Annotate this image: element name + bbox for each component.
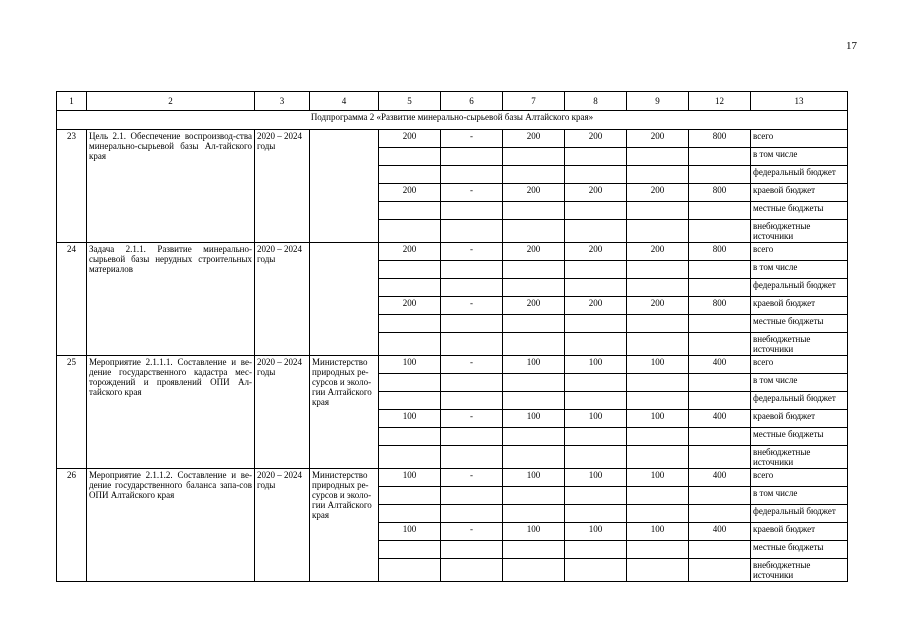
value-cell xyxy=(689,487,751,505)
row-executor xyxy=(310,243,379,356)
funding-label: местные бюджеты xyxy=(751,202,848,220)
value-cell xyxy=(379,541,441,559)
value-cell: 200 xyxy=(503,130,565,148)
value-cell xyxy=(627,315,689,333)
row-period: 2020 – 2024 годы xyxy=(255,243,310,356)
row-period: 2020 – 2024 годы xyxy=(255,356,310,469)
funding-label: федеральный бюджет xyxy=(751,392,848,410)
value-cell xyxy=(441,148,503,166)
value-cell xyxy=(689,428,751,446)
value-cell: 200 xyxy=(503,297,565,315)
header-cell: 8 xyxy=(565,92,627,111)
header-cell: 13 xyxy=(751,92,848,111)
value-cell xyxy=(503,333,565,356)
value-cell xyxy=(441,541,503,559)
value-cell xyxy=(503,148,565,166)
row-number: 24 xyxy=(57,243,87,356)
value-cell: 200 xyxy=(565,184,627,202)
value-cell xyxy=(627,446,689,469)
value-cell xyxy=(689,374,751,392)
value-cell: 400 xyxy=(689,469,751,487)
value-cell xyxy=(627,148,689,166)
value-cell xyxy=(379,428,441,446)
value-cell: 100 xyxy=(565,410,627,428)
value-cell xyxy=(503,559,565,582)
funding-label: краевой бюджет xyxy=(751,523,848,541)
header-row xyxy=(57,92,848,111)
value-cell xyxy=(503,428,565,446)
funding-label: всего xyxy=(751,243,848,261)
header-cell: 1 xyxy=(57,92,87,111)
value-cell: 200 xyxy=(565,130,627,148)
row-executor: Министерство природных ре-сурсов и эколо-гии Алтайского края xyxy=(310,469,379,582)
funding-label: внебюджетные источники xyxy=(751,220,848,243)
value-cell: - xyxy=(441,243,503,261)
value-cell: 400 xyxy=(689,523,751,541)
value-cell xyxy=(565,559,627,582)
value-cell xyxy=(627,559,689,582)
value-cell xyxy=(441,505,503,523)
value-cell xyxy=(503,315,565,333)
funding-label: внебюджетные источники xyxy=(751,446,848,469)
value-cell: 100 xyxy=(565,469,627,487)
value-cell: 200 xyxy=(627,130,689,148)
header-cell: 4 xyxy=(310,92,379,111)
value-cell xyxy=(565,446,627,469)
value-cell xyxy=(627,505,689,523)
value-cell xyxy=(379,202,441,220)
value-cell xyxy=(689,166,751,184)
header-cell: 5 xyxy=(379,92,441,111)
value-cell: 200 xyxy=(627,184,689,202)
row-period: 2020 – 2024 годы xyxy=(255,469,310,582)
value-cell xyxy=(379,559,441,582)
value-cell xyxy=(689,220,751,243)
value-cell xyxy=(379,333,441,356)
row-number: 23 xyxy=(57,130,87,243)
funding-label: в том числе xyxy=(751,148,848,166)
value-cell xyxy=(565,487,627,505)
table-row xyxy=(57,130,848,148)
funding-label: местные бюджеты xyxy=(751,541,848,559)
value-cell xyxy=(503,220,565,243)
value-cell: 100 xyxy=(379,410,441,428)
value-cell xyxy=(689,148,751,166)
value-cell: 100 xyxy=(503,523,565,541)
value-cell: 800 xyxy=(689,297,751,315)
row-executor xyxy=(310,130,379,243)
value-cell xyxy=(689,559,751,582)
value-cell xyxy=(627,166,689,184)
value-cell: 200 xyxy=(627,243,689,261)
value-cell xyxy=(565,279,627,297)
value-cell xyxy=(379,220,441,243)
value-cell xyxy=(503,261,565,279)
value-cell xyxy=(565,428,627,446)
value-cell: 200 xyxy=(379,184,441,202)
value-cell: 100 xyxy=(627,469,689,487)
value-cell: - xyxy=(441,356,503,374)
funding-label: внебюджетные источники xyxy=(751,333,848,356)
value-cell: 100 xyxy=(503,410,565,428)
table-row xyxy=(57,469,848,487)
value-cell: 100 xyxy=(565,523,627,541)
subprogram-row xyxy=(57,111,848,130)
value-cell: 400 xyxy=(689,410,751,428)
funding-label: всего xyxy=(751,356,848,374)
value-cell xyxy=(379,166,441,184)
value-cell xyxy=(441,446,503,469)
value-cell: - xyxy=(441,297,503,315)
value-cell xyxy=(565,374,627,392)
value-cell: 200 xyxy=(503,184,565,202)
value-cell xyxy=(565,220,627,243)
value-cell xyxy=(565,392,627,410)
value-cell xyxy=(503,374,565,392)
value-cell xyxy=(627,392,689,410)
value-cell xyxy=(503,392,565,410)
funding-label: федеральный бюджет xyxy=(751,505,848,523)
value-cell xyxy=(565,261,627,279)
value-cell: 200 xyxy=(379,297,441,315)
value-cell xyxy=(441,166,503,184)
header-cell: 3 xyxy=(255,92,310,111)
funding-label: федеральный бюджет xyxy=(751,279,848,297)
value-cell: 800 xyxy=(689,243,751,261)
value-cell: 200 xyxy=(565,297,627,315)
row-number: 26 xyxy=(57,469,87,582)
value-cell: 200 xyxy=(379,130,441,148)
table-row xyxy=(57,356,848,374)
header-cell: 6 xyxy=(441,92,503,111)
value-cell xyxy=(441,487,503,505)
value-cell xyxy=(379,446,441,469)
value-cell: 100 xyxy=(503,469,565,487)
page-number: 17 xyxy=(846,40,857,52)
value-cell xyxy=(689,541,751,559)
value-cell xyxy=(565,315,627,333)
value-cell: 200 xyxy=(565,243,627,261)
row-name: Мероприятие 2.1.1.2. Составление и ве-дение государственного баланса запа-сов ОПИ Алтайского края xyxy=(87,469,255,582)
funding-label: местные бюджеты xyxy=(751,315,848,333)
value-cell: 100 xyxy=(627,410,689,428)
value-cell xyxy=(379,392,441,410)
value-cell xyxy=(565,148,627,166)
value-cell xyxy=(503,487,565,505)
value-cell: 100 xyxy=(627,356,689,374)
value-cell xyxy=(441,428,503,446)
funding-label: внебюджетные источники xyxy=(751,559,848,582)
value-cell xyxy=(689,279,751,297)
value-cell xyxy=(379,148,441,166)
value-cell xyxy=(503,446,565,469)
value-cell: 100 xyxy=(379,356,441,374)
funding-label: краевой бюджет xyxy=(751,184,848,202)
row-name: Мероприятие 2.1.1.1. Составление и ве-дение государственного кадастра мес-торождений и проявлений ОПИ Ал-тайского края xyxy=(87,356,255,469)
value-cell: 200 xyxy=(503,243,565,261)
value-cell xyxy=(441,392,503,410)
funding-label: федеральный бюджет xyxy=(751,166,848,184)
value-cell xyxy=(627,374,689,392)
program-table xyxy=(56,91,848,582)
value-cell: 100 xyxy=(503,356,565,374)
funding-label: всего xyxy=(751,469,848,487)
value-cell xyxy=(689,505,751,523)
header-cell: 12 xyxy=(689,92,751,111)
funding-label: всего xyxy=(751,130,848,148)
value-cell: 100 xyxy=(565,356,627,374)
value-cell xyxy=(441,333,503,356)
value-cell xyxy=(689,315,751,333)
row-name: Цель 2.1. Обеспечение воспроизвод-ства минерально-сырьевой базы Ал-тайского края xyxy=(87,130,255,243)
value-cell: 100 xyxy=(379,469,441,487)
value-cell xyxy=(503,279,565,297)
value-cell: - xyxy=(441,130,503,148)
row-name: Задача 2.1.1. Развитие минерально-сырьевой базы нерудных строительных материалов xyxy=(87,243,255,356)
value-cell: 400 xyxy=(689,356,751,374)
funding-label: местные бюджеты xyxy=(751,428,848,446)
row-executor: Министерство природных ре-сурсов и эколо-гии Алтайского края xyxy=(310,356,379,469)
value-cell xyxy=(441,374,503,392)
value-cell xyxy=(441,220,503,243)
value-cell xyxy=(689,202,751,220)
value-cell: 100 xyxy=(379,523,441,541)
value-cell: - xyxy=(441,523,503,541)
value-cell xyxy=(379,315,441,333)
value-cell xyxy=(441,559,503,582)
value-cell xyxy=(689,261,751,279)
value-cell xyxy=(503,166,565,184)
value-cell xyxy=(565,505,627,523)
table-row xyxy=(57,243,848,261)
value-cell xyxy=(503,541,565,559)
value-cell: 800 xyxy=(689,184,751,202)
value-cell xyxy=(627,487,689,505)
value-cell xyxy=(379,261,441,279)
value-cell xyxy=(441,202,503,220)
funding-label: в том числе xyxy=(751,374,848,392)
value-cell xyxy=(565,166,627,184)
value-cell xyxy=(627,541,689,559)
value-cell xyxy=(689,446,751,469)
value-cell xyxy=(503,202,565,220)
header-cell: 7 xyxy=(503,92,565,111)
value-cell xyxy=(379,487,441,505)
value-cell xyxy=(689,392,751,410)
value-cell: - xyxy=(441,410,503,428)
value-cell xyxy=(379,374,441,392)
value-cell xyxy=(627,202,689,220)
funding-label: краевой бюджет xyxy=(751,297,848,315)
value-cell: 200 xyxy=(379,243,441,261)
value-cell xyxy=(565,333,627,356)
value-cell xyxy=(627,333,689,356)
funding-label: краевой бюджет xyxy=(751,410,848,428)
subprogram-title: Подпрограмма 2 «Развитие минерально-сырьевой базы Алтайского края» xyxy=(57,111,848,130)
value-cell xyxy=(441,315,503,333)
value-cell xyxy=(379,279,441,297)
value-cell xyxy=(627,261,689,279)
funding-label: в том числе xyxy=(751,487,848,505)
row-period: 2020 – 2024 годы xyxy=(255,130,310,243)
value-cell xyxy=(627,428,689,446)
value-cell xyxy=(379,505,441,523)
value-cell xyxy=(441,261,503,279)
header-cell: 9 xyxy=(627,92,689,111)
value-cell: 200 xyxy=(627,297,689,315)
value-cell xyxy=(565,541,627,559)
value-cell: 800 xyxy=(689,130,751,148)
header-cell: 2 xyxy=(87,92,255,111)
funding-label: в том числе xyxy=(751,261,848,279)
value-cell xyxy=(565,202,627,220)
value-cell xyxy=(503,505,565,523)
row-number: 25 xyxy=(57,356,87,469)
value-cell xyxy=(627,220,689,243)
value-cell xyxy=(689,333,751,356)
value-cell xyxy=(441,279,503,297)
value-cell xyxy=(627,279,689,297)
value-cell: - xyxy=(441,184,503,202)
value-cell: - xyxy=(441,469,503,487)
value-cell: 100 xyxy=(627,523,689,541)
